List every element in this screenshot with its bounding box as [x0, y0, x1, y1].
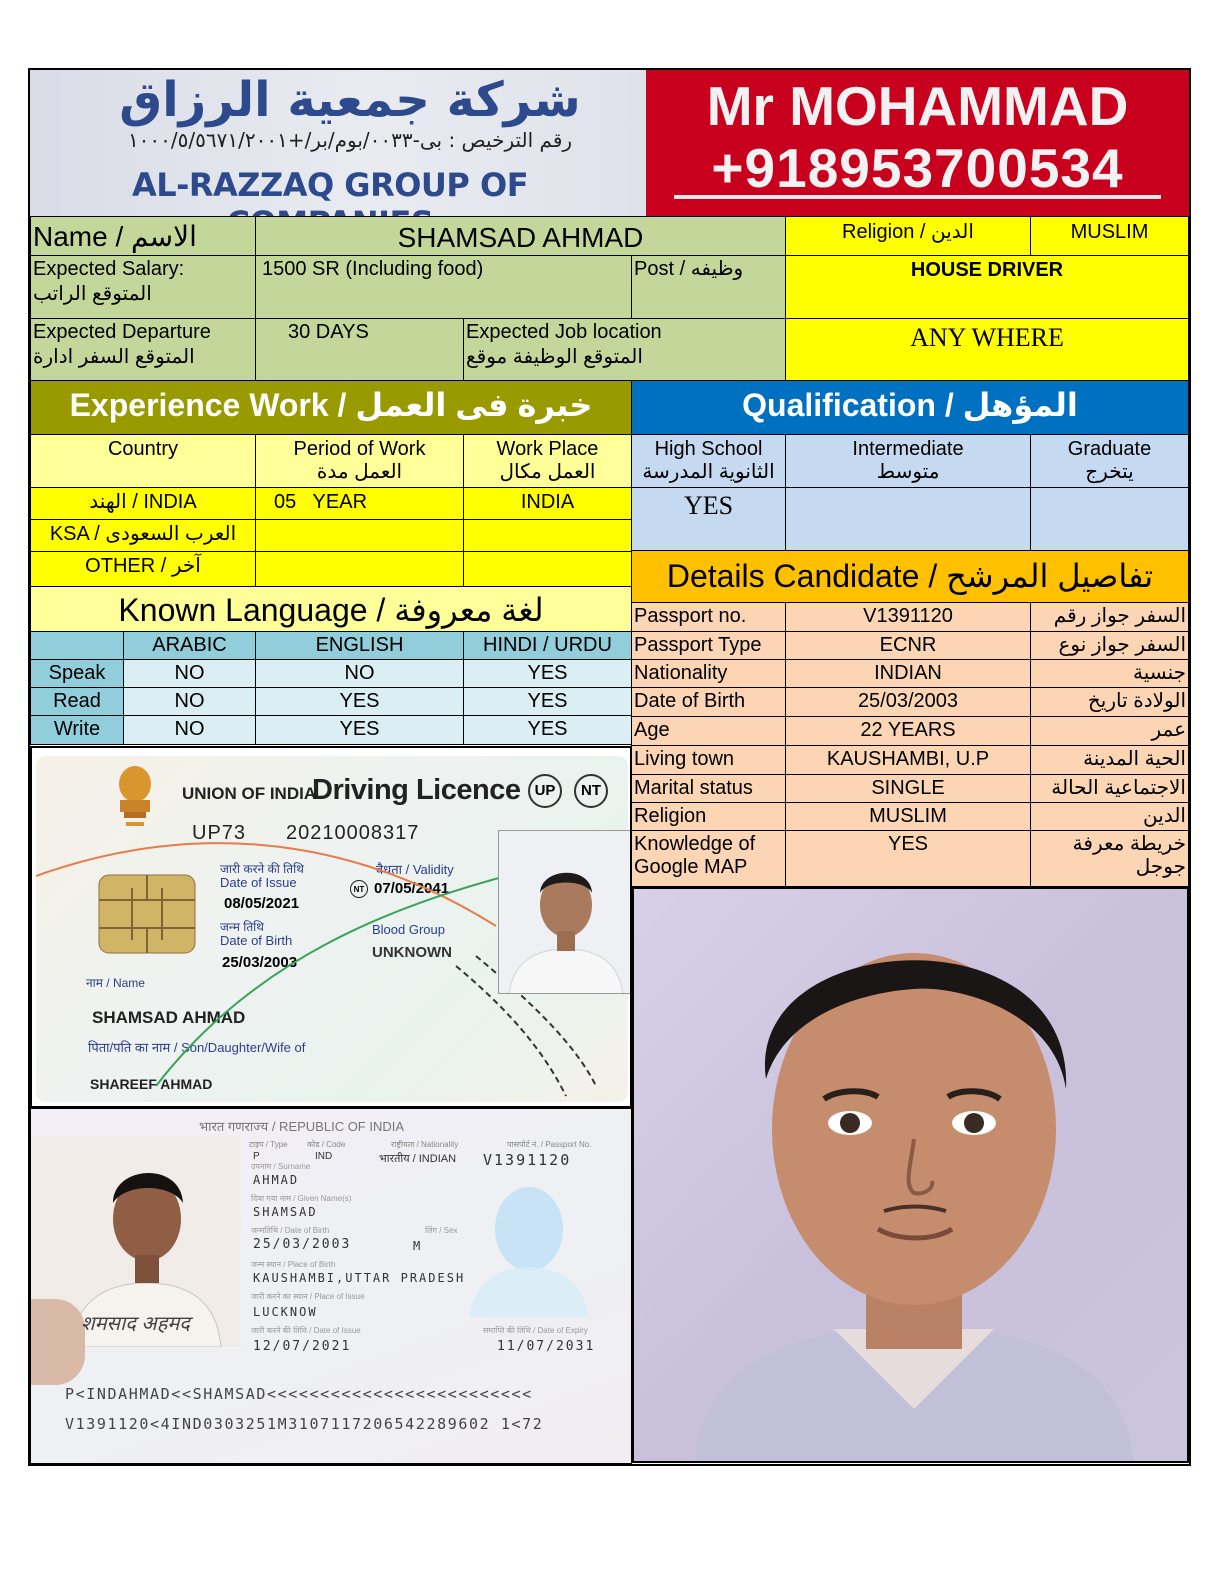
agent-phone: +918953700534	[711, 137, 1124, 199]
experience-title-cell	[30, 380, 632, 435]
detail-label-ar: السفر جواز رقم	[1053, 605, 1186, 627]
detail-label-ar: عمر	[1151, 719, 1186, 741]
qual-header-intermediate-en: Intermediate	[852, 438, 964, 460]
detail-value-cell	[785, 774, 1031, 803]
detail-label: Knowledge of Google MAP	[634, 833, 756, 878]
licence-header: UNION OF INDIA	[182, 784, 317, 803]
lang-cell	[463, 687, 632, 716]
lang-col-hindi	[463, 631, 632, 660]
location-value: ANY WHERE	[910, 323, 1064, 352]
company-name-english: AL-RAZZAQ GROUP OF	[131, 166, 529, 204]
exp-row-country	[30, 519, 256, 552]
detail-label-ar-cell	[1030, 602, 1189, 632]
qual-value-intermediate	[785, 487, 1031, 551]
exp-period-india: 05 YEAR	[274, 491, 368, 513]
passport-pob: KAUSHAMBI,UTTAR PRADESH	[253, 1271, 466, 1285]
detail-value: INDIAN	[874, 662, 942, 684]
passport-code-label: कोड / Code	[307, 1140, 346, 1149]
lang-col-english	[255, 631, 464, 660]
detail-label-ar: الحية المدينة	[1083, 748, 1186, 770]
ghost-photo	[449, 1167, 609, 1317]
detail-value-cell	[785, 830, 1031, 887]
detail-label-ar-cell	[1030, 774, 1189, 803]
detail-label-cell	[631, 659, 786, 688]
passport-image	[30, 1108, 632, 1464]
detail-label-cell	[631, 631, 786, 660]
departure-label-cell	[30, 318, 256, 381]
issue-date: 08/05/2021	[224, 895, 300, 912]
lang-write-arabic: NO	[174, 718, 205, 740]
licence-number: 20210008317	[286, 822, 420, 844]
religion-value-cell	[1030, 216, 1189, 256]
detail-value: ECNR	[879, 634, 937, 656]
passport-doe-label: समाप्ति की तिथि / Date of Expiry	[483, 1326, 588, 1335]
detail-label: Passport Type	[634, 634, 762, 656]
passport-doe: 11/07/2031	[497, 1339, 596, 1354]
exp-row-place	[463, 519, 632, 552]
lang-cell	[123, 659, 256, 688]
badge-nt: NT	[574, 774, 608, 808]
passport-type-label: टाइप / Type	[249, 1140, 288, 1149]
name-label: नाम / Name	[86, 976, 145, 990]
departure-value-cell	[255, 318, 464, 381]
detail-label: Living town	[634, 748, 735, 770]
detail-value: SINGLE	[871, 777, 945, 799]
detail-value: MUSLIM	[869, 805, 947, 827]
name-value-cell	[255, 216, 786, 256]
passport-header: भारत गणराज्य / REPUBLIC OF INDIA	[199, 1119, 405, 1134]
passport-doi: 12/07/2021	[253, 1339, 352, 1354]
detail-value-cell	[785, 716, 1031, 746]
passport-number: V1391120	[483, 1151, 572, 1169]
detail-label-ar: الولادة تاريخ	[1087, 690, 1186, 712]
lang-cell	[123, 687, 256, 716]
lang-speak-label: Speak	[48, 662, 106, 684]
religion-label: Religion / الدين	[842, 221, 974, 243]
passport-dob: 25/03/2003	[253, 1237, 352, 1252]
exp-header-place-en: Work Place	[496, 438, 599, 460]
lang-write-english: YES	[339, 718, 380, 740]
validity-date: 07/05/2041	[374, 880, 450, 897]
post-label-cell	[631, 255, 786, 319]
qual-header-graduate-ar: يتخرج	[1085, 461, 1134, 483]
detail-value-cell	[785, 687, 1031, 717]
detail-label-ar-cell	[1030, 830, 1189, 887]
exp-row-period	[255, 519, 464, 552]
detail-label-cell	[631, 802, 786, 831]
portrait-icon	[634, 889, 1189, 1463]
candidate-photo	[632, 887, 1189, 1463]
detail-value-cell	[785, 802, 1031, 831]
experience-title: Experience Work / خبرة فى العمل	[69, 387, 593, 423]
detail-label-cell	[631, 774, 786, 803]
detail-label: Marital status	[634, 777, 753, 799]
detail-value: 22 YEARS	[860, 719, 956, 741]
issue-label: Date of Issue	[220, 875, 297, 890]
qual-header-highschool	[631, 434, 786, 488]
lang-read-arabic: NO	[174, 690, 205, 712]
detail-label: Religion	[634, 805, 707, 827]
detail-label-ar-cell	[1030, 745, 1189, 775]
exp-row-period	[255, 487, 464, 520]
exp-header-place	[463, 434, 632, 488]
lang-corner	[30, 631, 124, 660]
exp-country-ksa: KSA / العرب السعودى	[49, 523, 237, 545]
detail-label-cell	[631, 745, 786, 775]
passport-mrz-line2: V1391120<4IND0303251M3107117206542289602 1<72	[65, 1415, 544, 1433]
validity-tag: NT	[350, 880, 368, 898]
salary-value: 1500 SR (Including food)	[262, 258, 484, 280]
lang-col-hindi-label: HINDI / URDU	[483, 634, 612, 656]
passport-pob-label: जन्म स्थान / Place of Birth	[251, 1260, 336, 1269]
qual-value-graduate	[1030, 487, 1189, 551]
dob-label-hi: जन्म तिथि	[220, 920, 264, 934]
exp-country-india: الهند / INDIA	[89, 491, 197, 513]
detail-value-cell	[785, 631, 1031, 660]
exp-row-country	[30, 551, 256, 587]
qualification-title: Qualification / المؤهل	[742, 387, 1078, 423]
lang-speak-hindi: YES	[527, 662, 568, 684]
detail-label-cell	[631, 716, 786, 746]
detail-label: Date of Birth	[634, 690, 746, 712]
exp-row-country	[30, 487, 256, 520]
detail-label-ar-cell	[1030, 716, 1189, 746]
lang-row-read	[30, 687, 124, 716]
lang-col-arabic	[123, 631, 256, 660]
salary-label-en: Expected Salary:	[33, 258, 185, 280]
agent-name: Mr MOHAMMAD	[706, 75, 1129, 137]
language-title: Known Language / لغة معروفة	[118, 592, 544, 628]
licence-number-prefix: UP73	[192, 822, 247, 844]
person-photo-icon	[499, 831, 632, 994]
detail-label-cell	[631, 602, 786, 632]
passport-poi: LUCKNOW	[253, 1305, 318, 1319]
licence-photo	[498, 830, 632, 994]
detail-value-cell	[785, 745, 1031, 775]
detail-label-ar: جنسية	[1133, 662, 1186, 684]
passport-surname: AHMAD	[253, 1173, 300, 1187]
passport-mrz-line1: P<INDAHMAD<<SHAMSAD<<<<<<<<<<<<<<<<<<<<<<<<<	[65, 1385, 533, 1403]
qual-value-highschool	[631, 487, 786, 551]
passport-nationality-label: राष्ट्रीयता / Nationality	[391, 1140, 459, 1149]
lang-cell	[463, 659, 632, 688]
lang-cell	[463, 715, 632, 745]
badge-up: UP	[528, 774, 562, 808]
name-label: Name / الاسم	[33, 221, 197, 252]
detail-value-cell	[785, 659, 1031, 688]
religion-label-cell	[785, 216, 1031, 256]
driving-licence-image	[30, 746, 632, 1108]
exp-row-place	[463, 487, 632, 520]
qual-header-graduate-en: Graduate	[1067, 438, 1152, 460]
details-title-cell	[631, 550, 1189, 603]
departure-label-en: Expected Departure	[33, 321, 211, 343]
passport-type: P	[253, 1151, 260, 1162]
exp-row-place	[463, 551, 632, 587]
detail-label-ar-cell	[1030, 659, 1189, 688]
exp-header-period-ar: العمل مدة	[316, 461, 403, 483]
issue-label-hi: जारी करने की तिथि	[220, 862, 304, 876]
lang-write-hindi: YES	[527, 718, 568, 740]
passport-code: IND	[315, 1151, 333, 1162]
location-label-cell	[463, 318, 786, 381]
lang-cell	[123, 715, 256, 745]
detail-label-ar-cell	[1030, 631, 1189, 660]
passport-nationality: भारतीय / INDIAN	[379, 1153, 457, 1165]
religion-value: MUSLIM	[1070, 221, 1149, 243]
exp-header-period	[255, 434, 464, 488]
lang-write-label: Write	[53, 718, 101, 740]
passport-doi-label: जारी करने की तिथि / Date of Issue	[251, 1326, 361, 1335]
lang-col-english-label: ENGLISH	[315, 634, 404, 656]
exp-country-other: OTHER / آخر	[85, 555, 201, 577]
departure-value: 30 DAYS	[288, 321, 369, 343]
relation-name: SHAREEF AHMAD	[90, 1076, 213, 1092]
post-value: HOUSE DRIVER	[910, 259, 1064, 281]
licence-title: Driving Licence	[312, 774, 521, 806]
qual-highschool-value: YES	[683, 491, 734, 520]
exp-header-country	[30, 434, 256, 488]
passport-number-label: पासपोर्ट नं. / Passport No.	[507, 1140, 592, 1149]
agent-banner	[646, 70, 1189, 216]
exp-row-period	[255, 551, 464, 587]
detail-label-ar: الاجتماعية الحالة	[1051, 777, 1186, 799]
detail-label-cell	[631, 830, 786, 887]
lang-cell	[255, 715, 464, 745]
qualification-title-cell	[631, 380, 1189, 435]
detail-value: YES	[887, 833, 929, 855]
blood-value: UNKNOWN	[372, 944, 452, 961]
lang-cell	[255, 687, 464, 716]
passport-dob-label: जन्मतिथि / Date of Birth	[251, 1226, 330, 1235]
passport-signature: शमसाद अहमद	[81, 1313, 190, 1335]
post-value-cell	[785, 255, 1189, 319]
location-label-ar: المتوقع الوظيفة موقع	[466, 346, 643, 368]
lang-read-english: YES	[339, 690, 380, 712]
passport-sex-label: लिंग / Sex	[425, 1226, 458, 1235]
qual-header-highschool-ar: الثانوية المدرسة	[642, 461, 775, 483]
validity-label: वैधता / Validity	[376, 862, 454, 877]
licence-card	[36, 756, 628, 1102]
passport-surname-label: उपनाम / Surname	[251, 1162, 311, 1171]
exp-header-country-en: Country	[107, 438, 179, 460]
lang-speak-english: NO	[344, 662, 375, 684]
lang-row-write	[30, 715, 124, 745]
relation-label: पिता/पति का नाम / Son/Daughter/Wife of	[88, 1040, 306, 1055]
detail-value: KAUSHAMBI, U.P	[826, 748, 990, 770]
location-value-cell	[785, 318, 1189, 381]
lang-row-speak	[30, 659, 124, 688]
departure-label-ar: المتوقع السفر ادارة	[33, 346, 195, 368]
passport-poi-label: जारी करने का स्थान / Place of Issue	[251, 1292, 365, 1301]
salary-label-cell	[30, 255, 256, 319]
detail-label: Passport no.	[634, 605, 747, 627]
company-logo	[30, 70, 646, 216]
passport-given-label: दिया गया नाम / Given Name(s)	[251, 1194, 352, 1203]
exp-place-india: INDIA	[520, 491, 575, 513]
detail-label: Age	[634, 719, 670, 741]
detail-value-cell	[785, 602, 1031, 632]
licence-holder-name: SHAMSAD AHMAD	[92, 1008, 246, 1027]
lang-cell	[255, 659, 464, 688]
lang-read-label: Read	[53, 690, 101, 712]
detail-label: Nationality	[634, 662, 728, 684]
name-value: SHAMSAD AHMAD	[397, 222, 644, 253]
post-label: Post / وظيفه	[634, 258, 744, 280]
detail-label-ar: الدين	[1143, 805, 1186, 827]
qual-header-highschool-en: High School	[654, 438, 763, 460]
passport-given: SHAMSAD	[253, 1205, 318, 1219]
location-label-en: Expected Job location	[466, 321, 662, 343]
qual-header-intermediate	[785, 434, 1031, 488]
language-title-cell	[30, 586, 632, 632]
exp-header-place-ar: العمل مكال	[499, 461, 596, 483]
salary-value-cell	[255, 255, 632, 319]
detail-value: V1391120	[863, 605, 953, 627]
name-label-cell	[30, 216, 256, 256]
license-number: رقم الترخيص : بى-٠٠٣٣/بوم/بر/+١٠٠٠/٥/٥٦٧١/٢٠٠١	[127, 128, 573, 152]
detail-label-ar: السفر جواز نوع	[1058, 634, 1186, 656]
detail-label-cell	[631, 687, 786, 717]
detail-value: 25/03/2003	[857, 690, 959, 712]
blood-label: Blood Group	[372, 922, 445, 937]
detail-label-ar: خريطة معرفة جوجل	[1072, 833, 1186, 878]
passport-sex: M	[413, 1239, 421, 1253]
exp-header-period-en: Period of Work	[293, 438, 426, 460]
qual-header-intermediate-ar: متوسط	[876, 461, 940, 483]
salary-label-ar: المتوقع الراتب	[33, 283, 152, 305]
dob-value: 25/03/2003	[222, 954, 298, 971]
qual-header-graduate	[1030, 434, 1189, 488]
dob-label: Date of Birth	[220, 933, 293, 948]
thumb	[31, 1299, 85, 1385]
details-title: Details Candidate / تفاصيل المرشح	[666, 558, 1154, 594]
lang-read-hindi: YES	[527, 690, 568, 712]
detail-label-ar-cell	[1030, 687, 1189, 717]
lang-speak-arabic: NO	[174, 662, 205, 684]
lang-col-arabic-label: ARABIC	[152, 634, 227, 656]
company-name-arabic: شركة جمعية الرزاق	[119, 72, 581, 128]
detail-label-ar-cell	[1030, 802, 1189, 831]
